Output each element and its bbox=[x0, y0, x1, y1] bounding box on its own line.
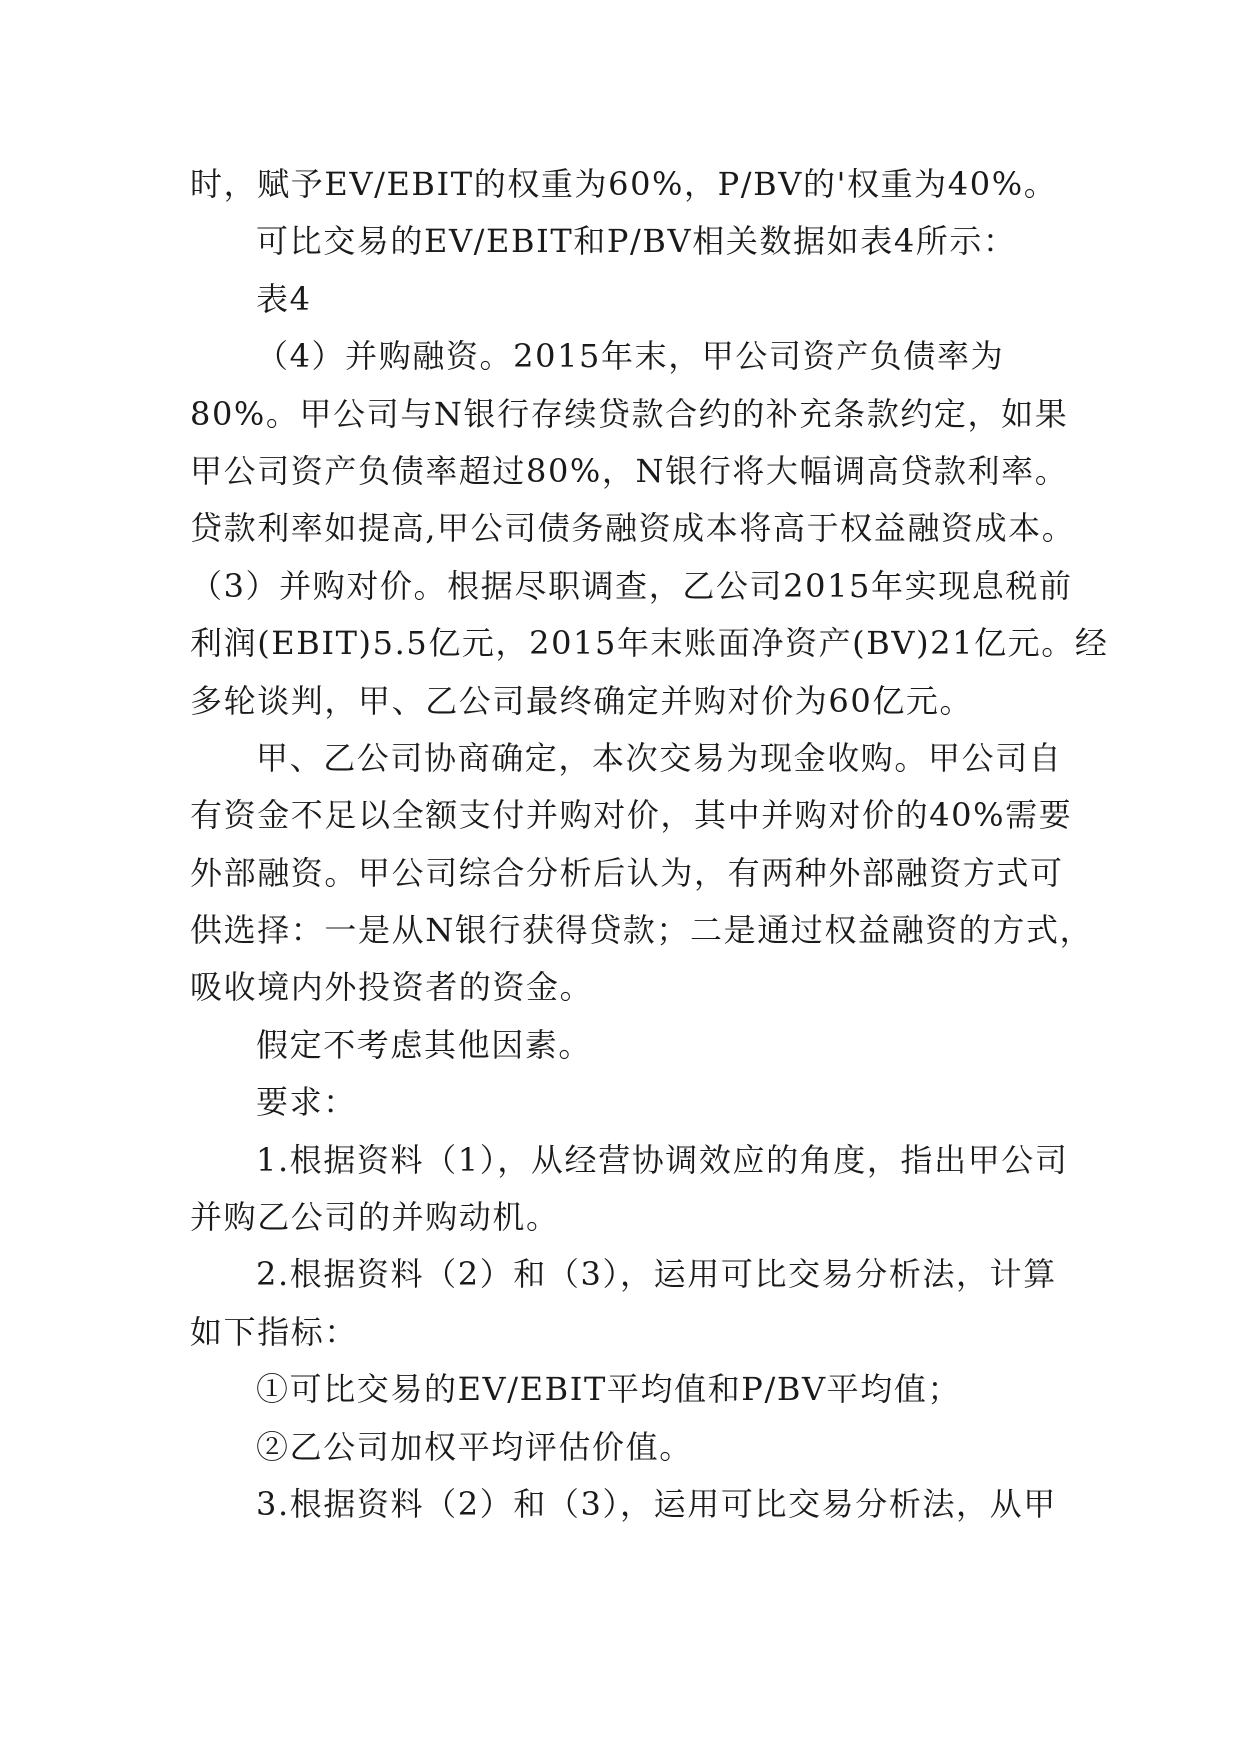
text-line: 贷款利率如提高,甲公司债务融资成本将高于权益融资成本。 bbox=[190, 509, 1076, 548]
sub-item: ②乙公司加权平均评估价值。 bbox=[256, 1427, 693, 1466]
text-line: 可比交易的EV/EBIT和P/BV相关数据如表4所示： bbox=[256, 222, 1017, 261]
text-line: 外部融资。甲公司综合分析后认为，有两种外部融资方式可 bbox=[190, 853, 1064, 892]
text-line: 有资金不足以全额支付并购对价，其中并购对价的40%需要 bbox=[190, 796, 1073, 835]
text-line: （3）并购对价。根据尽职调查，乙公司2015年实现息税前 bbox=[190, 566, 1073, 605]
text-line: 利润(EBIT)5.5亿元，2015年末账面净资产(BV)21亿元。经 bbox=[190, 624, 1109, 663]
text-line: （4）并购融资。2015年末，甲公司资产负债率为 bbox=[256, 337, 1005, 376]
text-line: 供选择：一是从N银行获得贷款；二是通过权益融资的方式， bbox=[190, 911, 1094, 950]
requirement-item: 3.根据资料（2）和（3），运用可比交易分析法，从甲 bbox=[256, 1484, 1057, 1523]
document-body bbox=[190, 156, 1109, 1533]
text-line: 80%。甲公司与N银行存续贷款合约的补充条款约定，如果 bbox=[190, 394, 1069, 433]
text-line: 并购乙公司的并购动机。 bbox=[190, 1198, 560, 1237]
requirements-heading: 要求： bbox=[256, 1083, 357, 1122]
table-caption: 表4 bbox=[256, 279, 312, 318]
text-line: 如下指标： bbox=[190, 1312, 359, 1351]
sub-item: ①可比交易的EV/EBIT平均值和P/BV平均值； bbox=[256, 1370, 962, 1409]
text-line: 多轮谈判，甲、乙公司最终确定并购对价为60亿元。 bbox=[190, 681, 974, 720]
text-line: 甲公司资产负债率超过80%，N银行将大幅调高贷款利率。 bbox=[190, 451, 1069, 490]
text-line: 时，赋予EV/EBIT的权重为60%，P/BV的'权重为40%。 bbox=[190, 165, 1058, 203]
requirement-item: 1.根据资料（1），从经营协调效应的角度，指出甲公司 bbox=[256, 1140, 1069, 1179]
text-line: 甲、乙公司协商确定，本次交易为现金收购。甲公司自 bbox=[256, 738, 1063, 777]
requirement-item: 2.根据资料（2）和（3），运用可比交易分析法，计算 bbox=[256, 1255, 1057, 1294]
text-line: 假定不考虑其他因素。 bbox=[256, 1025, 593, 1064]
text-line: 吸收境内外投资者的资金。 bbox=[190, 968, 594, 1007]
